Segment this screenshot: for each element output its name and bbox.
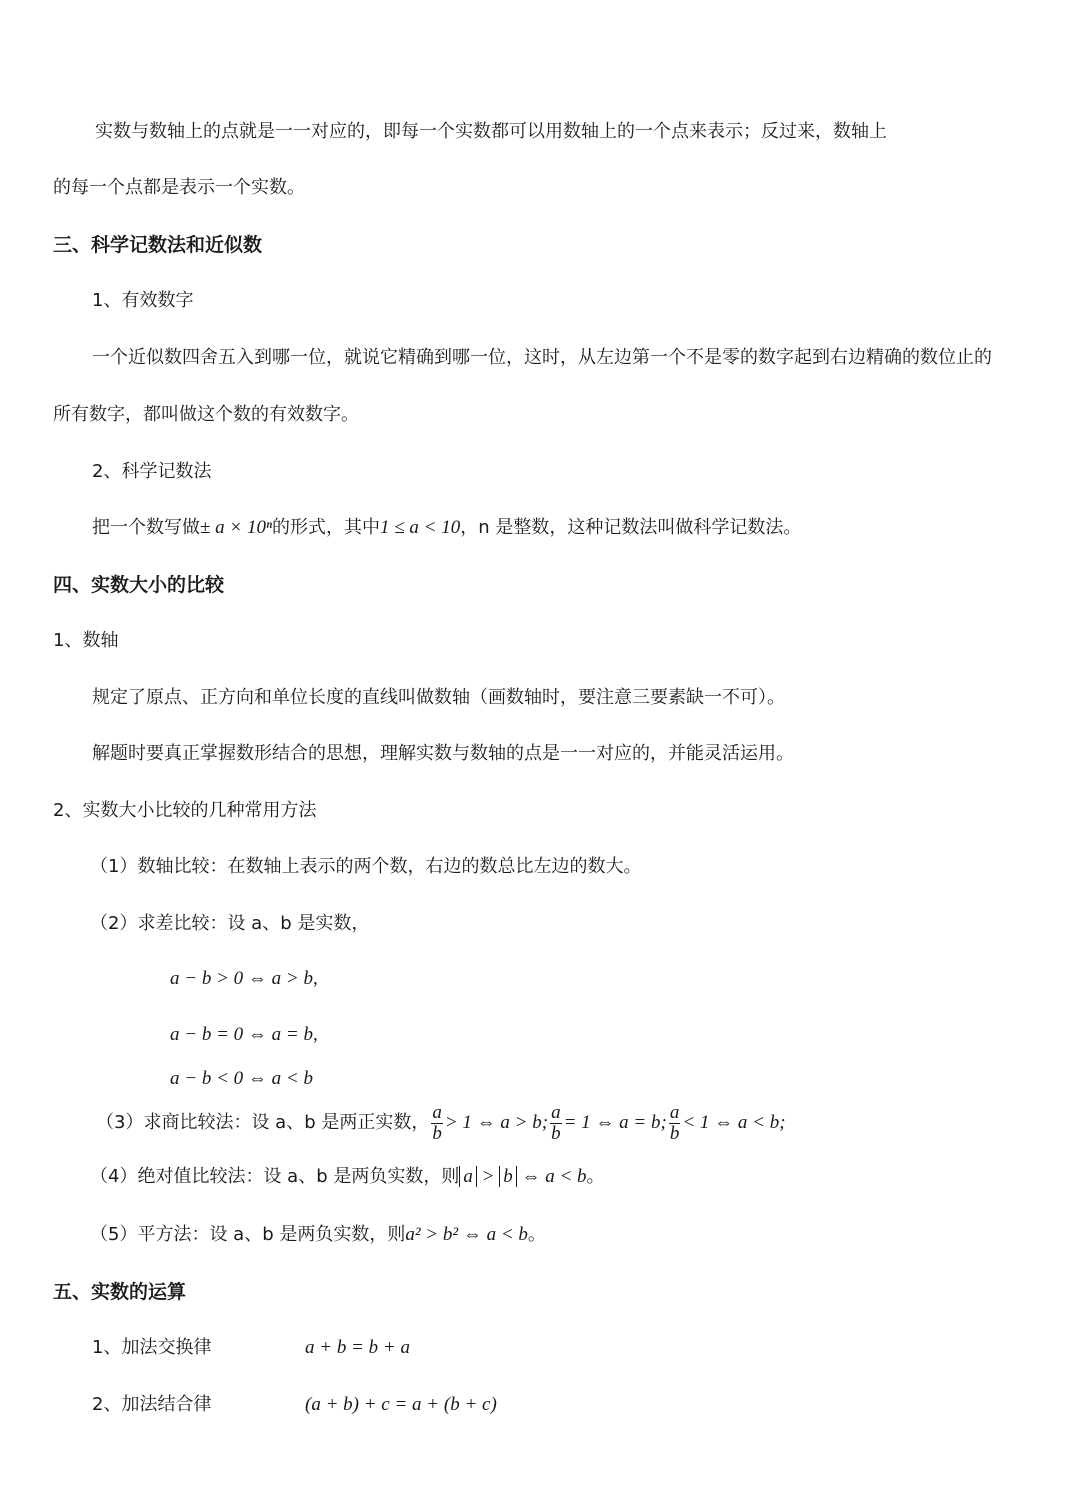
associative-law-label: 2、加法结合律 — [92, 1394, 212, 1415]
absolute-greater: > — [476, 1166, 500, 1187]
quotient-relation-equal: = 1 ⇔ a = b; — [563, 1112, 667, 1133]
sci-text-mid: 的形式，其中 — [271, 517, 380, 538]
number-line-definition: 规定了原点、正方向和单位长度的直线叫做数轴（画数轴时，要注意三要素缺一不可）。 — [92, 687, 785, 708]
commutative-law-formula: a + b = b + a — [305, 1337, 410, 1358]
scientific-notation-definition — [92, 516, 801, 540]
subsection-significant-figures: 1、有效数字 — [92, 290, 194, 311]
sci-text-post: ，n 是整数，这种记数法叫做科学记数法。 — [460, 517, 802, 538]
sci-formula-range: 1 ≤ a < 10 — [379, 517, 461, 538]
square-formula: a² > b² ⇔ a < b — [405, 1224, 528, 1245]
quotient-relation-greater: > 1 ⇔ a > b; — [444, 1112, 549, 1133]
intro-paragraph-line-2: 的每一个点都是表示一个实数。 — [53, 177, 305, 198]
quotient-fraction-1: $\frac{a}{b}$ — [432, 1101, 442, 1144]
associative-law-formula: (a + b) + c = a + (b + c) — [305, 1394, 497, 1415]
difference-equation-zero: a − b = 0 ⇔ a = b, — [170, 1024, 318, 1045]
absolute-a: a — [459, 1166, 477, 1187]
subsection-number-line: 1、数轴 — [53, 630, 119, 651]
difference-equation-positive: a − b > 0 ⇔ a > b, — [170, 968, 318, 989]
method-3-quotient — [96, 1100, 786, 1146]
subsection-comparison-methods: 2、实数大小比较的几种常用方法 — [53, 800, 317, 821]
method-5-square — [90, 1223, 546, 1247]
method-4-absolute-value — [90, 1165, 605, 1189]
quotient-fraction-2: $\frac{a}{b}$ — [551, 1101, 561, 1144]
quotient-text: （3）求商比较法：设 a、b 是两正实数， — [96, 1112, 430, 1133]
method-2-difference: （2）求差比较：设 a、b 是实数， — [90, 913, 370, 934]
difference-equation-negative: a − b < 0 ⇔ a < b — [170, 1068, 313, 1089]
subsection-scientific-notation: 2、科学记数法 — [92, 461, 212, 482]
absolute-b: b — [499, 1166, 517, 1187]
sci-formula-form: ± a × 10ⁿ — [200, 517, 272, 538]
number-line-usage: 解题时要真正掌握数形结合的思想，理解实数与数轴的点是一一对应的，并能灵活运用。 — [92, 743, 794, 764]
section-3-heading: 三、科学记数法和近似数 — [53, 234, 263, 256]
section-5-heading: 五、实数的运算 — [53, 1281, 187, 1303]
absolute-result: ⇔ a < b — [516, 1166, 587, 1187]
method-1-number-line: （1）数轴比较：在数轴上表示的两个数，右边的数总比左边的数大。 — [90, 856, 642, 877]
significant-figures-text-line-2: 所有数字，都叫做这个数的有效数字。 — [53, 404, 359, 425]
square-text: （5）平方法：设 a、b 是两负实数，则 — [90, 1224, 406, 1245]
absolute-period: 。 — [586, 1166, 605, 1187]
square-period: 。 — [527, 1224, 546, 1245]
commutative-law-label: 1、加法交换律 — [92, 1337, 212, 1358]
section-4-heading: 四、实数大小的比较 — [53, 574, 225, 596]
absolute-text: （4）绝对值比较法：设 a、b 是两负实数，则 — [90, 1166, 460, 1187]
intro-paragraph-line-1: 实数与数轴上的点就是一一对应的，即每一个实数都可以用数轴上的一个点来表示；反过来，数轴上 — [95, 121, 887, 142]
significant-figures-text-line-1: 一个近似数四舍五入到哪一位，就说它精确到哪一位，这时，从左边第一个不是零的数字起到右边精确的数位止的 — [92, 347, 992, 368]
quotient-fraction-3: $\frac{a}{b}$ — [669, 1101, 680, 1144]
sci-text-pre: 把一个数写做 — [92, 517, 200, 538]
quotient-relation-less: < 1 ⇔ a < b; — [682, 1112, 786, 1133]
